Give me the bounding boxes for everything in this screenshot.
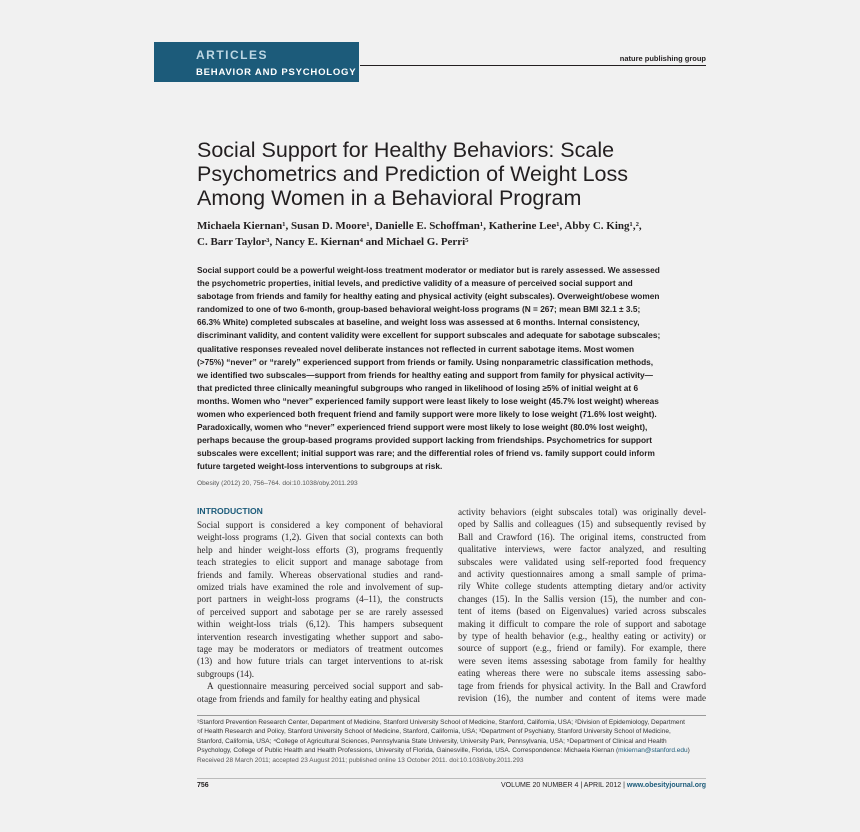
paragraph <box>458 506 706 705</box>
received-dates: Received 28 March 2011; accepted 23 August 2011; published online 13 October 2011. doi:10.1038/oby.2011.293 <box>197 757 524 764</box>
author-line: C. Barr Taylor³, Nancy E. Kiernan⁴ and Michael G. Perri⁵ <box>197 236 469 248</box>
article-title <box>197 138 717 210</box>
subsection-label: BEHAVIOR AND PSYCHOLOGY <box>196 67 357 78</box>
footnote-line: ¹Stanford Prevention Research Center, Department of Medicine, Stanford University School of Medicine, Stanford, California, USA; ²Division of Epidemiology, Department <box>197 719 685 726</box>
text-line: tage from friends for physical activity. In the Ball and Crawford <box>458 680 706 691</box>
abstract <box>197 264 707 474</box>
text-line: of perceived support and sabotage per se are rarely assessed <box>197 606 443 617</box>
text-line: were seven items assessing sabotage from family for healthy <box>458 655 706 666</box>
text-line: rily White college students attempting dietary and/or activity <box>458 581 706 592</box>
text-line: source of support (e.g., friend or family). For example, there <box>458 643 706 654</box>
text-line: Ball and Crawford (16). The original items, constructed from <box>458 531 706 542</box>
title-line: Social Support for Healthy Behaviors: Scale <box>197 138 615 162</box>
text-line: subscales were validated using self-reported food frequency <box>458 556 706 567</box>
text-line: (13) and how future trials can target interventions to at-risk <box>197 656 443 667</box>
abstract-line: we identified two subscales—support from friends for healthy eating and support from family for physical activity— <box>197 369 653 380</box>
text-line: port partners in weight-loss programs (4–11), the constructs <box>197 594 443 605</box>
journal-website-link[interactable]: www.obesityjournal.org <box>626 782 706 789</box>
abstract-line: women who experienced both frequent friend and family support were more likely to lose weight (71.6% lost weight). <box>197 409 657 420</box>
paragraph <box>197 519 443 680</box>
text-line: intervention research investigating whether support and sabo- <box>197 631 443 642</box>
author-list <box>197 218 717 250</box>
footnote-line: Psychology, College of Public Health and Health Professions, University of Florida, Gainesville, Florida, USA. Correspondence: Michaela Kiernan (mkiernan@stanford.edu) <box>197 747 690 755</box>
publisher-name: nature publishing group <box>619 54 706 63</box>
abstract-line: randomized to one of two 6-month, group-based behavioral weight-loss programs (N = 267; mean BMI 32.1 ± 3.5; <box>197 304 641 315</box>
text-line: activity behaviors (eight subscales total) was originally devel- <box>458 507 706 517</box>
footnote-line: Stanford, California, USA; ⁴College of Agricultural Sciences, Pennsylvania State University, University Park, Pennsylvania, USA; ⁵Department of Clinical and Health <box>197 737 667 745</box>
abstract-line: months. Women who “never” experienced family support were least likely to lose weight (45.7% lost weight) whereas <box>197 395 659 406</box>
text-line: making it difficult to compare the role of support and sabotage <box>458 618 706 629</box>
text-line: subgroups (14). <box>197 668 255 679</box>
volume-info: VOLUME 20 NUMBER 4 | APRIL 2012 | www.obesityjournal.org <box>500 782 706 789</box>
title-line: Psychometrics and Prediction of Weight Loss <box>197 162 628 186</box>
abstract-line: qualitative responses revealed novel deliberate instances not reflected in current sabotage items. Most women <box>197 343 635 354</box>
text-line: weight-loss programs (1,2). Given that social contexts can both <box>197 532 443 543</box>
text-line: help and hinder weight-loss efforts (3), programs frequently <box>197 544 443 555</box>
abstract-line: perhaps because the group-based programs provided support lacking from friendships. Psychometrics for support <box>197 435 653 446</box>
abstract-line: sabotage from friends and family for healthy eating and physical activity (eight subscales). Overweight/obese women <box>197 291 660 302</box>
text-line: friends and family. Whereas observational studies and rand- <box>197 569 443 580</box>
section-label: ARTICLES <box>196 48 268 62</box>
text-line: by type of health behavior (e.g., healthy eating or activity) or <box>458 631 706 642</box>
text-line: oped by Sallis and colleagues (15) and subsequently revised by <box>458 519 706 530</box>
text-line: within weight-loss trials (6,12). This hampers subsequent <box>197 619 443 630</box>
abstract-line: discriminant validity, and content validity were excellent for support subscales and adequate for sabotage subscales; <box>197 330 661 341</box>
author-line: Michaela Kiernan¹, Susan D. Moore¹, Danielle E. Schoffman¹, Katherine Lee¹, Abby C. King¹,², <box>197 220 642 232</box>
abstract-line: subscales were excellent; initial support was rare; and the differential roles of friend vs. family support could inform <box>197 448 655 459</box>
text-line: tage may be moderators or mediators of treatment outcomes <box>197 644 443 655</box>
text-line: changes (15). In the Sallis version (15), the number and con- <box>458 593 706 604</box>
section-banner <box>154 42 359 82</box>
correspondence-email-link[interactable]: mkiernan@stanford.edu <box>618 747 688 755</box>
text-line: teach strategies to elicit support and manage sabotage from <box>197 557 443 568</box>
title-line: Among Women in a Behavioral Program <box>197 186 582 210</box>
abstract-line: Paradoxically, women who “never” experienced friend support were most likely to lose weight (80.0% lost weight), <box>197 422 648 433</box>
text-line: tent of items (based on Eigenvalues) varied across subscales <box>458 606 706 617</box>
body-column-left <box>197 506 443 705</box>
header-rule <box>360 65 706 66</box>
text-line: A questionnaire measuring perceived social support and sab- <box>207 681 443 692</box>
text-line: eating whereas there were no subscale items assessing sabo- <box>458 668 706 679</box>
abstract-line: 66.3% White) completed subscales at baseline, and weight loss was assessed at 6 months. Internal consistency, <box>197 317 640 328</box>
section-heading: INTRODUCTION <box>197 506 263 516</box>
paragraph <box>197 680 443 705</box>
abstract-line: (>75%) “never” or “rarely” experienced support from friends or family. Using nonparametric classification methods, <box>197 356 654 367</box>
abstract-line: future targeted weight-loss interventions to subgroups at risk. <box>197 461 443 472</box>
page-number: 756 <box>197 782 209 789</box>
footer-rule <box>197 778 706 779</box>
affiliations-footnote <box>197 718 707 756</box>
abstract-line: the psychometric properties, initial levels, and predictive validity of a measure of perceived social support and <box>197 278 633 289</box>
text-line: omized trials have examined the role and involvement of sup- <box>197 582 443 593</box>
text-line: qualitative interviews, were factor analyzed, and resulting <box>458 544 706 555</box>
text-line: otage from friends and family for healthy eating and physical <box>197 693 420 704</box>
text-line: revision (16), the number and content of items were made <box>458 693 706 704</box>
citation: Obesity (2012) 20, 756–764. doi:10.1038/oby.2011.293 <box>197 480 358 487</box>
abstract-line: Social support could be a powerful weight-loss treatment moderator or mediator but is rarely assessed. We assessed <box>197 265 660 275</box>
body-column-right <box>458 506 706 705</box>
footnote-line: of Health Research and Policy, Stanford University School of Medicine, Stanford, California, USA; ³Department of Psychiatry, Stanford University School of Medicine, <box>197 728 671 736</box>
abstract-line: that predicted three clinically meaningful subgroups who ranged in likelihood of losing ≥5% of initial weight at 6 <box>197 382 639 393</box>
text-line: and activity questionnaires among a small sample of prima- <box>458 569 706 580</box>
footnote-rule <box>197 715 706 716</box>
text-line: Social support is considered a key component of behavioral <box>197 520 443 530</box>
